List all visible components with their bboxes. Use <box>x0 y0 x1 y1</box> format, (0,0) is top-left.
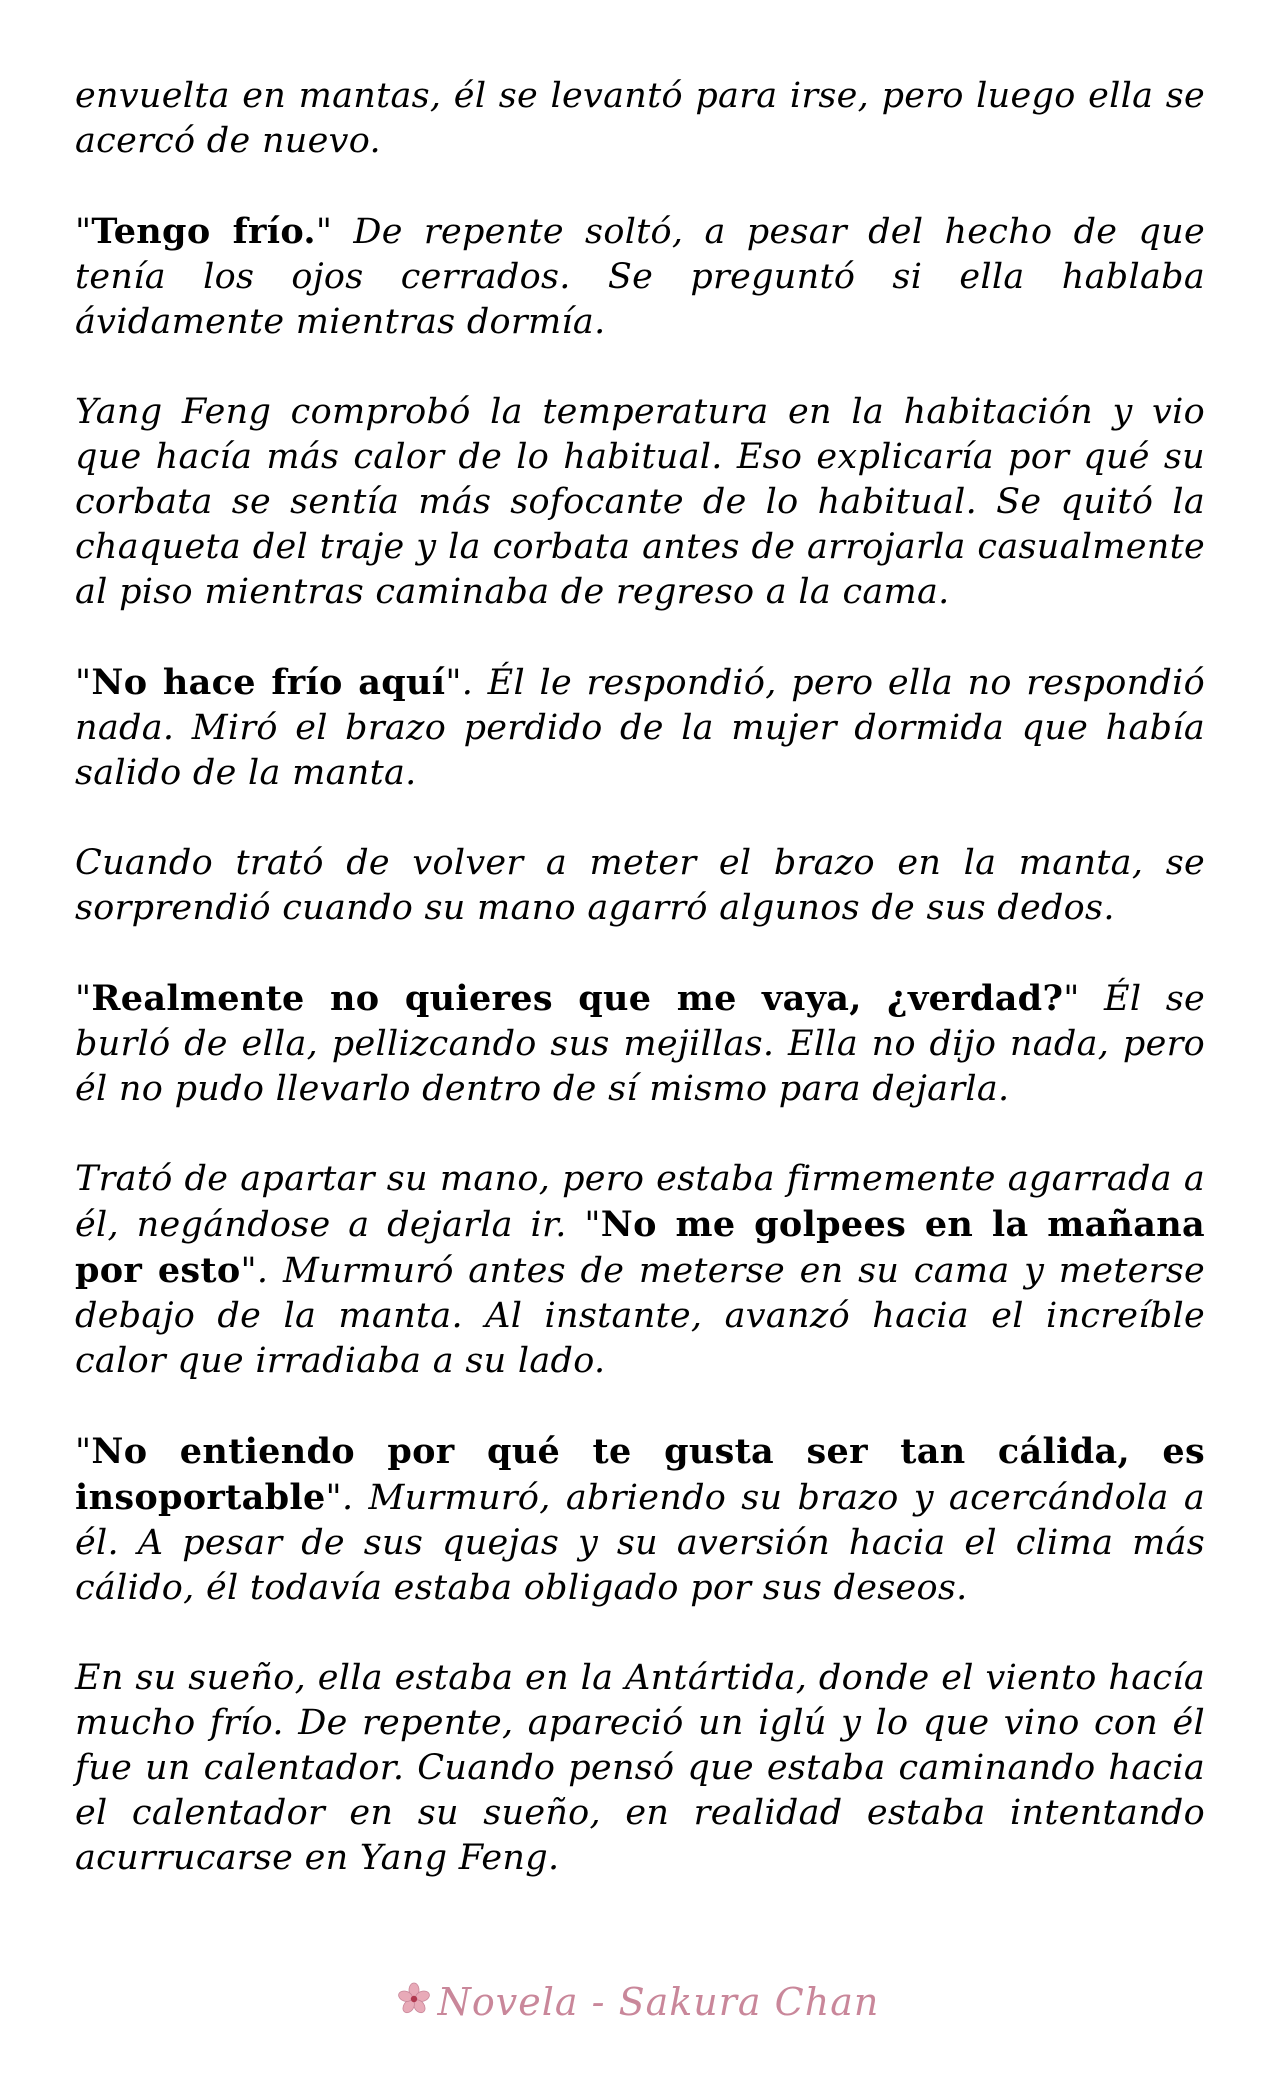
dialogue-quote: "No entiendo por qué te gusta ser tan cálida, es insoportable" <box>75 1431 1205 1518</box>
footer-text: Novela - Sakura Chan <box>437 1980 880 2024</box>
paragraph-5 <box>75 841 1205 931</box>
document-body <box>75 74 1205 1926</box>
paragraph-6 <box>75 976 1205 1112</box>
close-quote: " <box>325 1478 342 1518</box>
narration: Yang Feng comprobó la temperatura en la habitación y vio que hacía más calor de lo habitual. Eso explicaría por qué su corbata se sentía más sofocante de lo habitual. Se quitó la chaqueta del traje y la corbata antes de arrojarla casualmente al piso mientras caminaba de regreso a la cama. <box>75 392 1205 612</box>
paragraph-9 <box>75 1656 1205 1881</box>
dialogue-quote: "No me golpees en la mañana por esto" <box>75 1204 1206 1291</box>
open-quote: " <box>75 663 92 703</box>
narration-lead: Trató de apartar su mano, pero estaba firmemente agarrada a él, negándose a dejarla ir. <box>75 1159 1205 1245</box>
paragraph-2 <box>75 209 1205 345</box>
dialogue-quote: "Realmente no quieres que me vaya, ¿verdad?" <box>75 978 1080 1019</box>
narration: Cuando trató de volver a meter el brazo en la manta, se sorprendió cuando su mano agarró algunos de sus dedos. <box>75 843 1205 928</box>
narration: Él se burló de ella, pellizcando sus mejillas. Ella no dijo nada, pero él no pudo llevarlo dentro de sí mismo para dejarla. <box>75 979 1205 1109</box>
paragraph-7 <box>75 1157 1205 1384</box>
open-quote: " <box>75 212 92 252</box>
narration: envuelta en mantas, él se levantó para irse, pero luego ella se acercó de nuevo. <box>75 76 1205 161</box>
paragraph-1 <box>75 74 1205 164</box>
dialogue-quote: "Tengo frío." <box>75 211 333 252</box>
open-quote: " <box>75 979 92 1019</box>
open-quote: " <box>75 1432 92 1472</box>
cherry-blossom-icon <box>396 1981 432 2017</box>
close-quote: " <box>1063 979 1080 1019</box>
narration: . Murmuró antes de meterse en su cama y meterse debajo de la manta. Al instante, avanzó hacia el increíble calor que irradiaba a su lado. <box>75 1251 1205 1381</box>
close-quote: " <box>445 663 462 703</box>
paragraph-3 <box>75 390 1205 615</box>
narration: . Él le respondió, pero ella no respondió nada. Miró el brazo perdido de la mujer dormida que había salido de la manta. <box>75 663 1205 793</box>
narration: En su sueño, ella estaba en la Antártida, donde el viento hacía mucho frío. De repente, apareció un iglú y lo que vino con él fue un calentador. Cuando pensó que estaba caminando hacia el calentador en su sueño, en realidad estaba intentando acurrucarse en Yang Feng. <box>75 1658 1205 1878</box>
narration: De repente soltó, a pesar del hecho de que tenía los ojos cerrados. Se preguntó si ella hablaba ávidamente mientras dormía. <box>75 212 1205 342</box>
close-quote: " <box>315 212 333 252</box>
dialogue-quote: "No hace frío aquí" <box>75 662 462 703</box>
close-quote: " <box>240 1251 257 1291</box>
paragraph-8 <box>75 1429 1205 1611</box>
open-quote: " <box>584 1205 601 1245</box>
paragraph-4 <box>75 660 1205 796</box>
narration: . Murmuró, abriendo su brazo y acercándola a él. A pesar de sus quejas y su aversión hacia el clima más cálido, él todavía estaba obligado por sus deseos. <box>75 1478 1205 1608</box>
watermark-footer <box>0 1980 1275 2024</box>
